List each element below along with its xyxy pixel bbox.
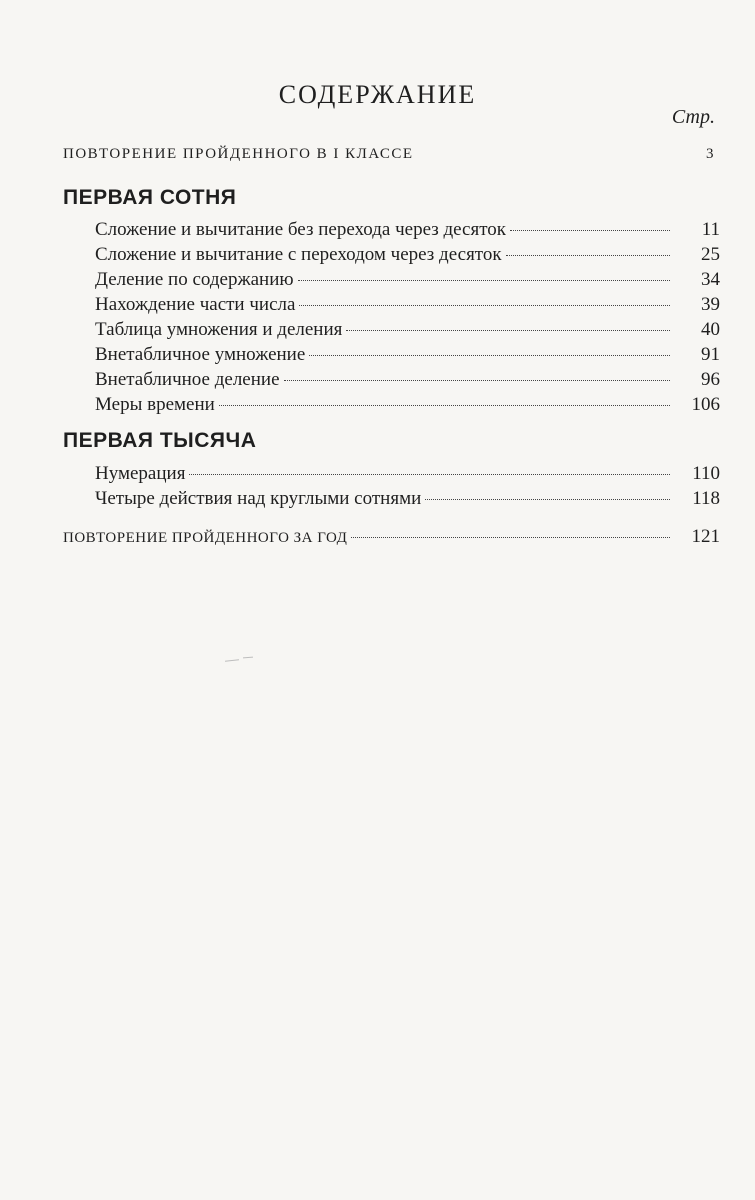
page-title: СОДЕРЖАНИЕ bbox=[278, 80, 477, 109]
scan-speck bbox=[225, 659, 239, 661]
toc-entry-label: Внетабличное умножение bbox=[95, 344, 306, 365]
toc-entry[interactable] bbox=[95, 219, 720, 241]
dot-leader bbox=[351, 537, 670, 538]
toc-entry-label: Нумерация bbox=[95, 463, 186, 484]
toc-entry-intro[interactable] bbox=[63, 146, 715, 163]
toc-entry-page: 118 bbox=[692, 488, 720, 509]
toc-entry-label: Четыре действия над круглыми сотнями bbox=[95, 488, 422, 509]
toc-entry-page: 11 bbox=[701, 219, 720, 240]
toc-entry-label: Меры времени bbox=[95, 394, 215, 415]
toc-entry-page: 91 bbox=[701, 344, 720, 365]
dot-leader bbox=[219, 405, 670, 406]
toc-entry-label: Сложение и вычитание без перехода через десяток bbox=[95, 219, 507, 240]
toc-entry-page: 106 bbox=[691, 394, 720, 415]
toc-entry[interactable] bbox=[95, 294, 720, 316]
toc-entry[interactable] bbox=[95, 244, 720, 266]
toc-entry-page: 121 bbox=[691, 526, 720, 547]
dot-leader bbox=[284, 380, 670, 381]
scan-speck bbox=[243, 657, 253, 659]
dot-leader bbox=[346, 330, 670, 331]
toc-entry-page: 3 bbox=[706, 146, 715, 162]
toc-entry-outro[interactable] bbox=[63, 526, 720, 548]
section-title-first-hundred: ПЕРВАЯ СОТНЯ bbox=[63, 186, 237, 209]
toc-entry-page: 110 bbox=[692, 463, 720, 484]
toc-entry-page: 34 bbox=[701, 269, 720, 290]
toc-entry-label: Сложение и вычитание с переходом через десяток bbox=[95, 244, 502, 265]
toc-entry[interactable] bbox=[95, 394, 720, 416]
toc-entry-label: Деление по содержанию bbox=[95, 269, 294, 290]
toc-entry-label: Внетабличное деление bbox=[95, 369, 280, 390]
toc-entry-page: 25 bbox=[701, 244, 720, 265]
toc-entry[interactable] bbox=[95, 463, 720, 485]
toc-entry-label: Таблица умножения и деления bbox=[95, 319, 343, 340]
dot-leader bbox=[309, 355, 670, 356]
toc-entry-label: ПОВТОРЕНИЕ ПРОЙДЕННОГО ЗА ГОД bbox=[63, 530, 348, 546]
toc-entry-label: ПОВТОРЕНИЕ ПРОЙДЕННОГО В I КЛАССЕ bbox=[63, 146, 414, 162]
toc-entry[interactable] bbox=[95, 319, 720, 341]
toc-entry[interactable] bbox=[95, 369, 720, 391]
dot-leader bbox=[510, 230, 670, 231]
section-title-first-thousand: ПЕРВАЯ ТЫСЯЧА bbox=[63, 429, 257, 452]
toc-entry-page: 40 bbox=[701, 319, 720, 340]
toc-entry[interactable] bbox=[95, 488, 720, 510]
dot-leader bbox=[506, 255, 670, 256]
dot-leader bbox=[425, 499, 670, 500]
dot-leader bbox=[298, 280, 670, 281]
page-column-label: Стр. bbox=[671, 106, 715, 128]
toc-entry[interactable] bbox=[95, 344, 720, 366]
dot-leader bbox=[299, 305, 670, 306]
toc-entry-page: 96 bbox=[701, 369, 720, 390]
toc-entry[interactable] bbox=[95, 269, 720, 291]
toc-entry-label: Нахождение части числа bbox=[95, 294, 296, 315]
dot-leader bbox=[189, 474, 670, 475]
toc-entry-page: 39 bbox=[701, 294, 720, 315]
